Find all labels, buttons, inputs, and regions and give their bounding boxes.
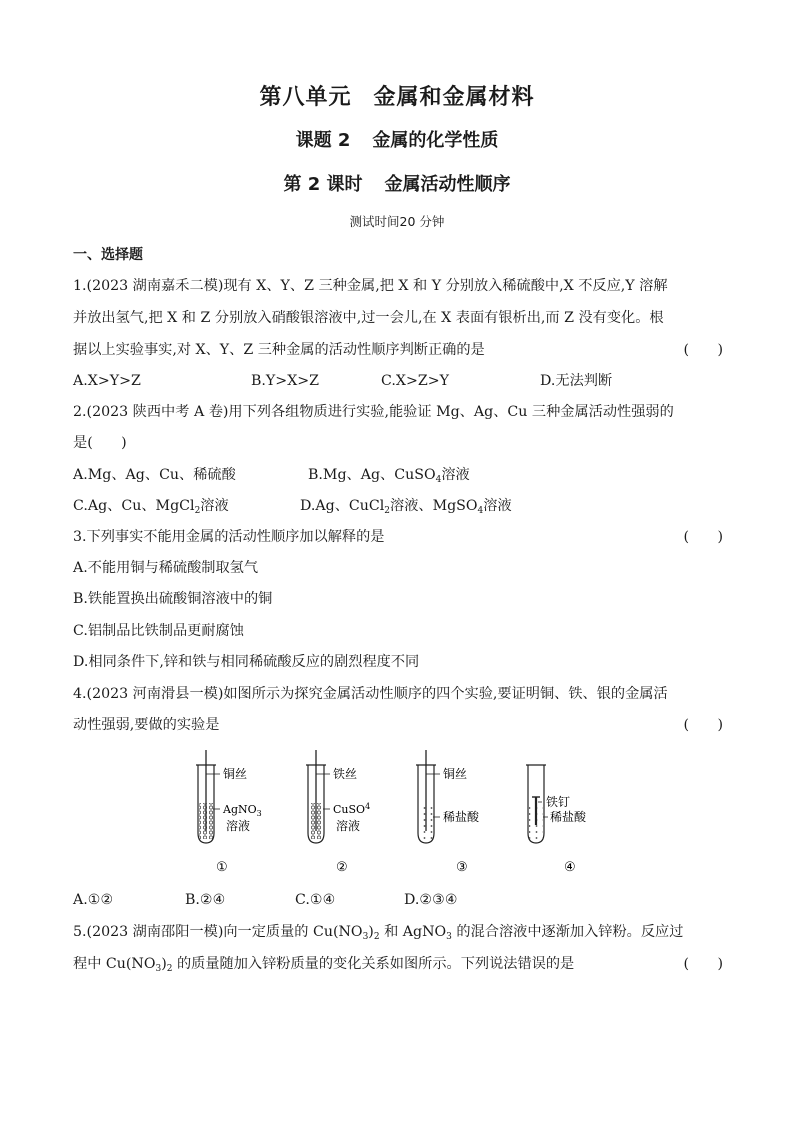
unit-title-label: 第八单元: [259, 85, 352, 110]
tube2-number: ②: [336, 860, 348, 875]
tube1-metal-label: 铜丝: [223, 767, 248, 781]
q5-l1-sub2: 2: [373, 932, 380, 942]
q1-option-b: B.Y>X>Z: [251, 373, 320, 389]
q4-answer-paren: ( ): [683, 717, 723, 733]
tube1-solution-formula: AgNO: [223, 803, 257, 816]
q4-option-c: C.①④: [295, 892, 336, 908]
tube2-solution-formula: CuSO: [333, 803, 366, 816]
q1-option-a: A.X>Y>Z: [73, 373, 141, 389]
unit-subtitle: 金属和金属材料: [373, 85, 535, 110]
tube2-metal-label: 铁丝: [333, 767, 358, 781]
q2-line2: 是( ): [73, 435, 127, 451]
q2-option-d-mid: 溶液、MgSO: [390, 498, 478, 514]
q4-line1: 4.(2023 河南滑县一模)如图所示为探究金属活动性顺序的四个实验,要证明铜、铁、银的金属活: [73, 686, 668, 702]
lesson-title-label: 课题 2: [295, 130, 351, 151]
tube1-solution-sub: 3: [256, 809, 262, 818]
q2-line1: 2.(2023 陕西中考 A 卷)用下列各组物质进行实验,能验证 Mg、Ag、Cu 三种金属活动性强弱的: [73, 404, 674, 420]
q5-l2-a: 程中 Cu(NO: [73, 956, 156, 972]
q4-option-a: A.①②: [73, 892, 114, 908]
q1-line2: 并放出氢气,把 X 和 Z 分别放入硝酸银溶液中,过一会儿,在 X 表面有银析出,而 Z 没有变化。根: [73, 310, 664, 326]
q1-stem-end: 据以上实验事实,对 X、Y、Z 三种金属的活动性顺序判断正确的是: [73, 342, 485, 358]
tube2-solution-label: [333, 802, 370, 816]
tube1-number: ①: [216, 860, 228, 875]
unit-title: [0, 80, 794, 111]
q5-l2-sub1: 3: [155, 964, 162, 974]
q1-answer-paren: ( ): [683, 342, 723, 358]
tube3-solution-label: 稀盐酸: [443, 810, 480, 824]
q3-stem: [73, 527, 723, 547]
q2-option-d-sub2: 4: [477, 506, 484, 516]
lesson-title: [0, 126, 794, 152]
q5-l1-c: 和 AgNO: [379, 924, 447, 940]
test-tube-2: [306, 750, 370, 875]
test-tube-4: [526, 765, 587, 875]
q2-option-a: A.Mg、Ag、Cu、稀硫酸: [73, 467, 236, 483]
q3-stem-text: 3.下列事实不能用金属的活动性顺序加以解释的是: [73, 529, 385, 545]
q4-stem-end: 动性强弱,要做的实验是: [73, 717, 220, 733]
q5-l1-sub1: 3: [362, 932, 369, 942]
q1-line1: 1.(2023 湖南嘉禾二模)现有 X、Y、Z 三种金属,把 X 和 Y 分别放入稀硫酸中,X 不反应,Y 溶解: [73, 278, 668, 294]
q2-option-d: [300, 496, 512, 516]
q5-l2-b: ): [161, 956, 167, 972]
q5-line2: [73, 954, 723, 974]
q2-option-b-sub: 4: [435, 475, 442, 485]
tube2-solution-word: 溶液: [336, 819, 361, 833]
q3-option-b: B.铁能置换出硫酸铜溶液中的铜: [73, 591, 273, 607]
q5-line1: [73, 922, 723, 942]
tube1-solution-word: 溶液: [226, 819, 251, 833]
q3-answer-paren: ( ): [683, 529, 723, 545]
period-title-label: 第 2 课时: [283, 174, 363, 195]
q4-line2: [73, 715, 723, 735]
q3-option-c: C.铝制品比铁制品更耐腐蚀: [73, 623, 244, 639]
q4-experiment-figure: [190, 745, 620, 885]
q1-line3: [73, 340, 723, 360]
tube4-metal-label: 铁钉: [546, 795, 571, 809]
section-heading: 一、选择题: [73, 247, 143, 263]
test-tube-3: [416, 750, 480, 875]
tube2-solution-sub: 4: [365, 802, 371, 811]
q5-l2-sub2: 2: [166, 964, 173, 974]
q5-l1-d: 的混合溶液中逐渐加入锌粉。反应过: [451, 924, 684, 940]
q3-option-d: D.相同条件下,锌和铁与相同稀硫酸反应的剧烈程度不同: [73, 654, 420, 670]
q2-option-c-text: C.Ag、Cu、MgCl: [73, 498, 195, 514]
q5-l1-a: 5.(2023 湖南邵阳一模)向一定质量的 Cu(NO: [73, 924, 363, 940]
q2-option-b-text: B.Mg、Ag、CuSO: [308, 467, 436, 483]
q2-option-d-sub1: 2: [384, 506, 391, 516]
q5-l2-c: 的质量随加入锌粉质量的变化关系如图所示。下列说法错误的是: [172, 956, 575, 972]
q2-option-c-sub: 2: [194, 506, 201, 516]
lesson-subtitle: 金属的化学性质: [372, 130, 499, 151]
tube3-metal-label: 铜丝: [443, 767, 468, 781]
q2-option-c: [73, 496, 229, 516]
q2-option-b-suffix: 溶液: [441, 467, 470, 483]
period-subtitle: 金属活动性顺序: [384, 174, 511, 195]
q2-option-b: [308, 465, 470, 485]
q2-option-d-text: D.Ag、CuCl: [300, 498, 385, 514]
test-tube-1: [196, 750, 262, 875]
tube4-number: ④: [564, 860, 576, 875]
q4-option-b: B.②④: [185, 892, 226, 908]
q3-option-a: A.不能用铜与稀硫酸制取氢气: [73, 560, 259, 576]
time-note: 测试时间20 分钟: [349, 214, 445, 229]
q1-option-c: C.X>Z>Y: [381, 373, 449, 389]
tube4-solution-label: 稀盐酸: [550, 810, 587, 824]
q2-option-d-suffix: 溶液: [483, 498, 512, 514]
q2-option-c-suffix: 溶液: [200, 498, 229, 514]
period-title: [0, 170, 794, 196]
q4-option-d: D.②③④: [404, 892, 458, 908]
tube1-solution-label: [222, 803, 262, 818]
tube3-number: ③: [456, 860, 468, 875]
q5-l1-sub3: 3: [446, 932, 452, 942]
q5-l1-b: ): [368, 924, 374, 940]
q1-option-d: D.无法判断: [540, 373, 613, 389]
q5-answer-paren: ( ): [683, 956, 723, 972]
